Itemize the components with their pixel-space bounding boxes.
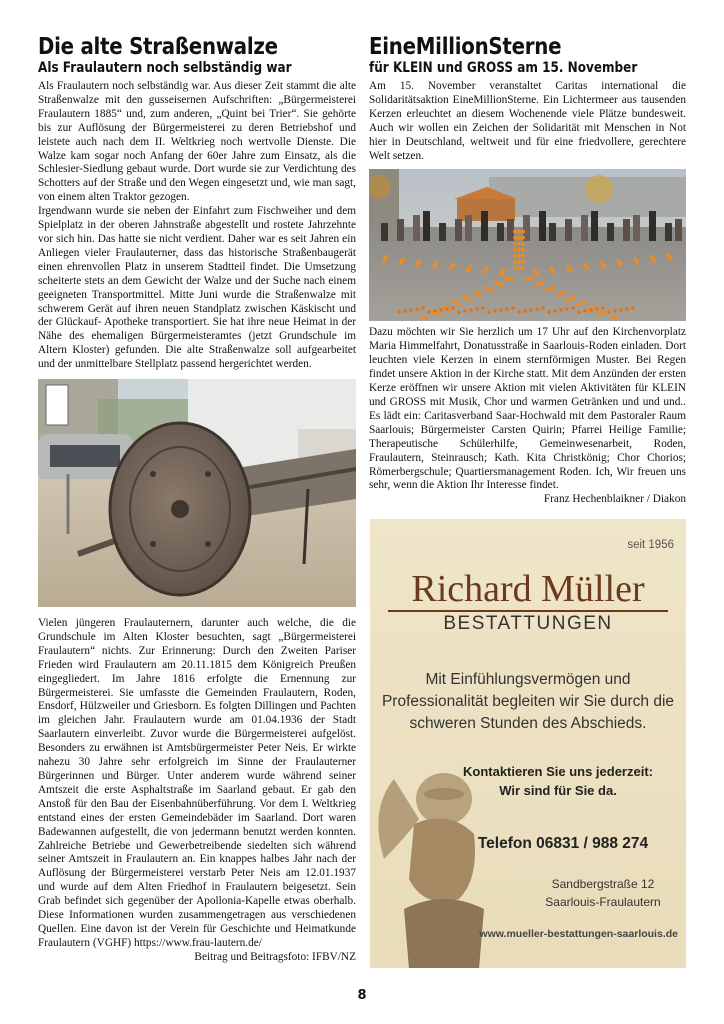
article-credit: Franz Hechenblaikner / Diakon [543,493,686,506]
website-link[interactable]: www.mueller-bestattungen-saarlouis.de [479,928,678,940]
article-headline: Die alte Straßenwalze [38,34,278,60]
contact-prompt [430,762,686,800]
page-number: 8 [357,988,367,1003]
road-roller-photo [38,379,356,607]
contact-line: Kontaktieren Sie uns jederzeit: [463,764,653,779]
address [520,875,686,911]
funeral-home-ad [370,519,686,968]
article-subhead: Als Fraulautern noch selbständig war [38,60,292,76]
article-paragraph: Am 15. November veranstaltet Caritas international die Solidaritätsaktion EineMillionSterne. Ein Lichtermeer aus tausenden Kerzen erleuchtet an diesem Wochenende viele Plätze bundesweit. Auch wir wollen ein Zeichen der Solidarität mit Menschen in Not hier in Deutschland, weltweit und für eine friedvollere, gerechtere Welt setzen. [369,80,686,162]
name-divider [388,610,668,612]
ad-slogan: Mit Einfühlungsvermögen und Professionalität begleiten wir Sie durch die schweren Stunden des Abschieds. [381,671,675,732]
company-name: Richard Müller [411,568,645,610]
street-address: Sandbergstraße 12 [551,877,655,891]
article-paragraph: Als Fraulautern noch selbständig war. Aus dieser Zeit stammt die alte Straßenwalze mit den gusseisernen Aufschriften: „Bürgermeisterei Fraulautern 1885“ und, zum anderen, „Quint bei Trier“. Sie gehörte bis zur Auflösung der Bürgermeisterei zu deren Betriebshof und leistete auch nach dem II. Weltkrieg noch wertvolle Dienste. Die Walze kam sogar noch Anfang der 60er Jahre zum Einsatz, als die Schlesier-Siedlung gebaut wurde. Dort wurde sie zur Verdichtung des Schotters auf der Straße und den Wegen eingesetzt und, wie man sagt, von einem alten Traktor gezogen. [38,80,356,204]
city-address: Saarlouis-Fraulautern [545,895,661,909]
company-business: BESTATTUNGEN [443,613,613,634]
phone-number: Telefon 06831 / 988 274 [477,835,649,852]
contact-line: Wir sind für Sie da. [499,783,617,798]
article-credit: Beitrag und Beitragsfoto: IFBV/NZ [194,950,356,963]
article-headline: EineMillionSterne [369,34,562,60]
article-strassenwalze [38,34,356,965]
article-paragraph: Irgendwann wurde sie neben der Einfahrt zum Fischweiher und dem Spielplatz in der oberen Jahnstraße abgestellt und rostete Jahrzehnte vor sich hin. Das hatte sie nicht verdient. Daher war es seit Jahren ein Anliegen vieler Fraulauterner, dass das historische Straßenbaugerät einen ehrenvollen Platz in unserem Stadtteil findet. Die Umsetzung scheiterte stets an dem Gewicht der Walze und der Suche nach einem geeigneten Transportmittel. Mitte Juni wurde die Straßenwalze mit schwerem Gerät auf ihren neuen Standplatz zwischen Käskischt und der Glückauf- Apotheke transportiert. Sie hat ihre neue Heimat in der Nähe des ehemaligen Bürgermeisteramtes (jetzt Grundschule im Altern Kloster) gefunden. Die alte Straßenwalze soll aufgearbeitet und der unmittelbare Stellplatz passend hergerichtet werden. [38,205,356,371]
article-einemillionsterne [369,34,686,507]
article-paragraph: Dazu möchten wir Sie herzlich um 17 Uhr auf den Kirchenvorplatz Maria Himmelfahrt, Donatusstraße in Saarlouis-Roden einladen. Dort leuchten viele Kerzen in einem sternförmigen Muster. Bei Regen findet unsere Aktion in der Kirche statt. Mit dem Anzünden der ersten Kerze eröffnen wir unsere Aktion mit vielen Aktivitäten für KLEIN und GROSS mit Musik, Chor und warmen Getränken und und und.. Es lädt ein: Caritasverband Saar-Hochwald mit dem Pastoraler Raum Saarlouis; Bürgermeister Carsten Quirin; Pfarrei Heilige Familie; Therapeutische Schülerhilfe, Gemeinwesenarbeit, Roden, Fraulautern, Steinrausch; Kath. Kita Christkönig; Chor Chorios; Römerbergschule; Quartiersmanagement Roden. Ich, Wir freuen uns sehr, wenn die Aktion Ihr Interesse findet. [369,326,686,492]
article-subhead: für KLEIN und GROSS am 15. November [369,60,638,76]
candle-star-photo [369,169,686,321]
article-paragraph: Vielen jüngeren Fraulauternern, darunter auch welche, die die Grundschule im Alten Kloster besuchten, sagt „Bürgermeisterei Fraulautern“ nichts. Zur Erinnerung: Durch den Zweiten Pariser Frieden wird Fraulautern am 20.11.1815 dem Königreich Preußen eingegliedert. Im Jahre 1816 erfolgte die Ernennung zur Bürgermeisterei. Sie umfasste die Gemeinden Fraulautern, Roden, Ensdorf, Hülzweiler und Griesborn. Es folgten Dillingen und Pachten im gleichen Jahr. Fraulautern wurde am 01.04.1936 der Stadt Saarlautern einverleibt. Zuvor wurde die Bürgermeisterei aufgelöst. Besonders zu erwähnen ist Amtsbürgermeister Peter Neis. Er wirkte nahezu 30 Jahre sehr erfolgreich im Sinne der Fraulauterner Bürgerinnen und Bürger. Unter anderem wurde während seiner Amtszeit die erste Asphaltstraße im Saarland gebaut. Er gab den Anstoß für den Bau der Eisenbahnüberführung. Vor dem I. Weltkrieg entstand eines der ersten Gemeindebäder im Saarland. Dort waren Badewannen aufgestellt, die von jedermann benutzt werden konnten. Zahlreiche Betriebe und Gewerbetreibende siedelten sich während seiner Amtszeit in Fraulautern an. Ein knappes halbes Jahr nach der Auflösung der Bürgermeisterei verstarb Peter Neis am 12.01.1937 und wurde auf dem Alten Friedhof in Fraulautern beigesetzt. Sein Grab befindet sich gegenüber der Apollonia-Kapelle etwas oberhalb. Diese Informationen wurden zusammengetragen aus verschiedenen Quellen. Eine davon ist der Verein für Geschichte und Heimatkunde Fraulautern (VGHF) https://www.frau-lautern.de/ [38,617,356,949]
founded-year: seit 1956 [627,539,674,551]
